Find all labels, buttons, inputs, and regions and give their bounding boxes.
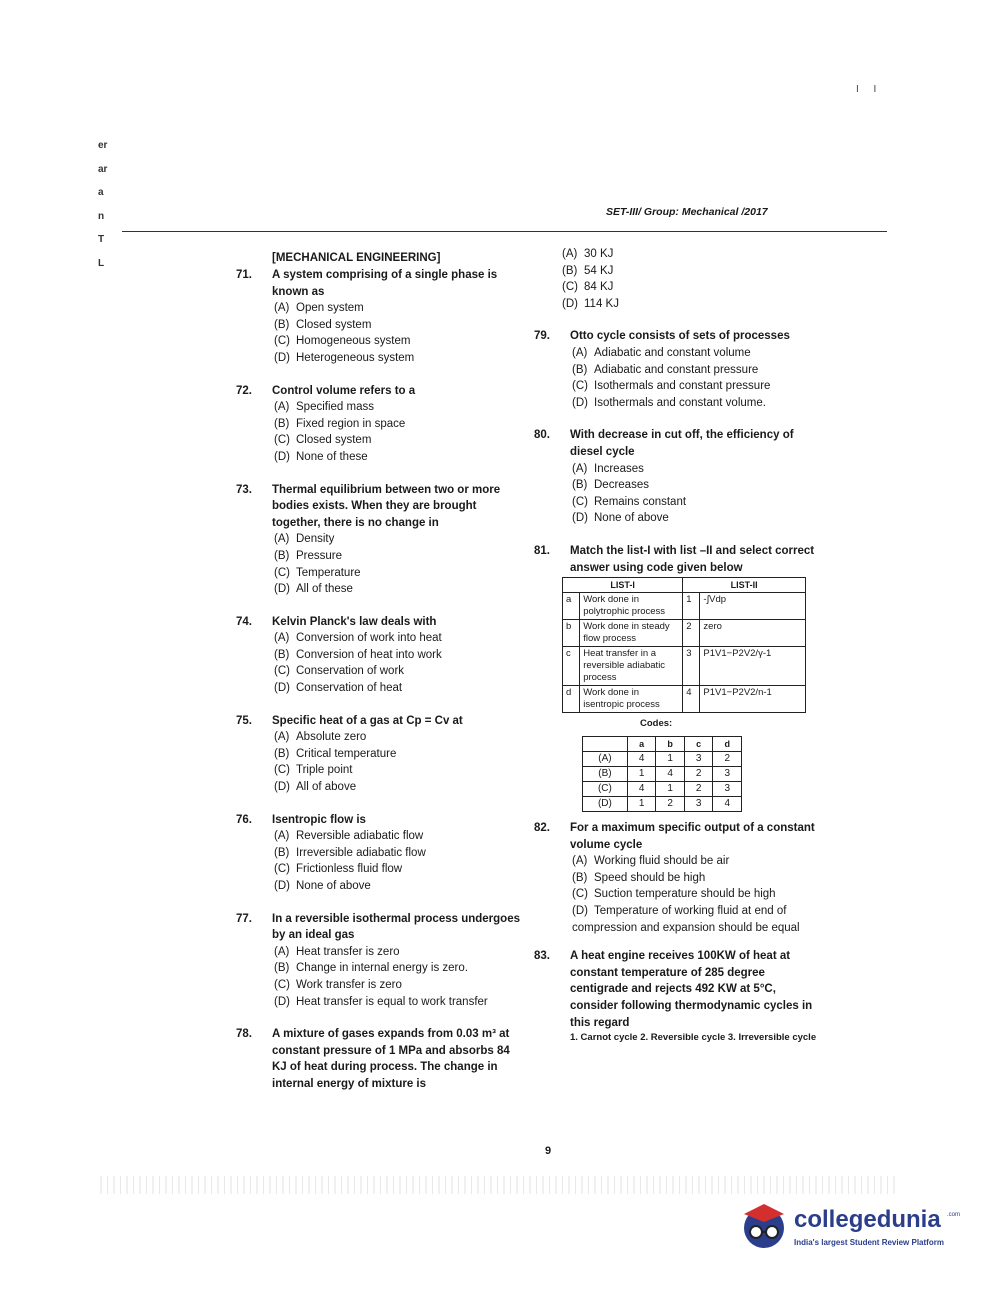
option-text: Speed should be high: [594, 871, 706, 884]
codes-cell: (A): [583, 752, 628, 767]
question-number: 77.: [236, 912, 252, 925]
codes-cell: (B): [583, 767, 628, 782]
option-row: [272, 333, 522, 350]
page-number: 9: [545, 1145, 552, 1157]
option-row: [570, 853, 820, 870]
margin-letter: ar: [98, 163, 108, 175]
option-text: Irreversible adiabatic flow: [296, 846, 426, 859]
option-row: [570, 477, 820, 494]
option-label: (B): [274, 846, 290, 859]
option-text: Closed system: [296, 434, 372, 447]
corner-marks: I I: [856, 84, 883, 95]
question-sub: 1. Carnot cycle 2. Reversible cycle 3. Irreversible cycle: [570, 1032, 817, 1044]
match-key: a: [563, 593, 580, 620]
margin-letter: T: [98, 234, 105, 245]
match-key: d: [563, 686, 580, 713]
option-text: Reversible adiabatic flow: [296, 830, 424, 843]
option-row: [272, 779, 522, 796]
question-78: [232, 1026, 522, 1092]
question-stem: Control volume refers to a: [272, 384, 416, 397]
option-text: Suction temperature should be high: [594, 888, 776, 901]
codes-title: Codes:: [640, 718, 673, 730]
option-text: 30 KJ: [584, 248, 614, 260]
option-text: Closed system: [296, 318, 372, 331]
codes-row: [583, 797, 742, 812]
option-label: (A): [572, 346, 588, 359]
option-label: (C): [274, 665, 290, 678]
question-stem: For a maximum specific output of a constant volume cycle: [570, 822, 815, 851]
option-text: None of above: [594, 512, 669, 525]
option-row: [562, 279, 820, 296]
spacer: [232, 796, 522, 812]
option-row: [272, 861, 522, 878]
question-number: 80.: [534, 429, 550, 442]
codes-cell: (D): [583, 797, 628, 812]
option-text: Conversion of heat into work: [296, 648, 442, 661]
question-number: 78.: [236, 1028, 252, 1041]
option-label: (D): [562, 297, 578, 310]
option-label: (A): [274, 302, 290, 315]
option-text: All of these: [296, 583, 353, 596]
option-text: Homogeneous system: [296, 335, 411, 348]
option-row: [272, 531, 522, 548]
option-row: [570, 903, 820, 936]
question-82: [530, 820, 820, 936]
option-row: [272, 399, 522, 416]
codes-cell: 2: [684, 782, 713, 797]
option-text: Remains constant: [594, 495, 687, 508]
option-label: (D): [274, 583, 290, 596]
option-text: Increases: [594, 462, 644, 475]
option-label: (D): [274, 351, 290, 364]
list2-header: LIST-II: [683, 578, 806, 593]
option-label: (C): [572, 888, 588, 901]
option-label: (D): [274, 781, 290, 794]
option-label: (A): [572, 462, 588, 475]
q78-options: [530, 246, 820, 312]
option-label: (C): [274, 335, 290, 348]
question-77: [232, 911, 522, 1011]
codes-cell: (C): [583, 782, 628, 797]
question-number: 74.: [236, 615, 252, 628]
match-value: P1V1−P2V2/γ-1: [700, 647, 806, 686]
question-75: [232, 713, 522, 796]
match-item: Heat transfer in a reversible adiabatic process: [580, 647, 683, 686]
option-label: (D): [274, 995, 290, 1008]
option-text: Absolute zero: [296, 731, 367, 744]
option-label: (A): [274, 533, 290, 546]
question-80: [530, 427, 820, 527]
option-row: [272, 944, 522, 961]
question-81: [530, 543, 820, 576]
option-label: (D): [572, 396, 588, 409]
option-text: Conservation of work: [296, 665, 405, 678]
option-text: 114 KJ: [584, 297, 619, 310]
option-row: [272, 845, 522, 862]
list1-header: LIST-I: [563, 578, 683, 593]
scan-noise: [100, 1176, 900, 1194]
question-stem: In a reversible isothermal process undergoes by an ideal gas: [272, 912, 520, 942]
codes-row: [583, 752, 742, 767]
option-row: [570, 494, 820, 511]
option-text: Heat transfer is equal to work transfer: [296, 995, 488, 1008]
option-text: Open system: [296, 302, 364, 315]
option-label: (B): [562, 264, 578, 277]
option-label: (B): [572, 363, 588, 376]
spacer: [232, 367, 522, 383]
option-label: (A): [572, 855, 588, 868]
codes-cell: 4: [627, 782, 656, 797]
match-row: [563, 593, 806, 620]
match-value: zero: [700, 620, 806, 647]
section-title: [MECHANICAL ENGINEERING]: [272, 252, 441, 264]
option-text: Temperature: [296, 566, 361, 579]
option-text: Isothermals and constant volume.: [594, 396, 766, 409]
logo-wordmark: collegedunia: [794, 1206, 941, 1233]
option-text: None of above: [296, 880, 371, 892]
spacer: [232, 1010, 522, 1026]
option-text: Critical temperature: [296, 747, 397, 760]
codes-cell: 3: [684, 752, 713, 767]
question-stem: A mixture of gases expands from 0.03 m³ at constant pressure of 1 MPa and absorbs 84 KJ of heat during process. The change in internal energy of mixture is: [272, 1028, 510, 1090]
question-number: 76.: [236, 813, 252, 826]
codes-cell: 4: [713, 797, 742, 812]
question-stem: Kelvin Planck's law deals with: [272, 615, 437, 628]
option-row: [562, 246, 820, 263]
option-row: [570, 378, 820, 395]
codes-cell: 1: [627, 797, 656, 812]
codes-cell: 1: [656, 752, 685, 767]
option-text: Heterogeneous system: [296, 351, 415, 364]
option-row: [272, 828, 522, 845]
match-value: P1V1−P2V2/n-1: [700, 686, 806, 713]
option-row: [272, 960, 522, 977]
option-row: [272, 581, 522, 598]
option-row: [272, 680, 522, 697]
option-label: (D): [274, 450, 290, 463]
mascot-icon: [736, 1200, 792, 1256]
option-label: (A): [274, 401, 290, 414]
option-row: [272, 878, 522, 895]
question-stem: Isentropic flow is: [272, 813, 366, 826]
margin-letter: er: [98, 140, 108, 151]
option-label: (C): [572, 495, 588, 508]
question-number: 79.: [534, 330, 550, 343]
option-row: [272, 416, 522, 433]
option-text: None of these: [296, 450, 368, 463]
option-text: Decreases: [594, 479, 649, 492]
codes-cell: 3: [713, 767, 742, 782]
option-label: (B): [572, 871, 588, 884]
option-row: [570, 870, 820, 887]
option-label: (C): [274, 978, 290, 991]
option-row: [272, 746, 522, 763]
option-label: (A): [274, 632, 290, 645]
match-item: Work done in steady flow process: [580, 620, 683, 647]
option-row: [272, 449, 522, 466]
option-label: (D): [274, 682, 290, 695]
option-text: Isothermals and constant pressure: [594, 380, 771, 393]
option-text: All of above: [296, 781, 357, 794]
option-label: (B): [274, 648, 290, 661]
option-text: 84 KJ: [584, 281, 614, 294]
spacer: [232, 895, 522, 911]
codes-cell: 3: [684, 797, 713, 812]
match-key: c: [563, 647, 580, 686]
match-row: [563, 686, 806, 713]
question-71: [232, 267, 522, 367]
option-text: Fixed region in space: [296, 417, 406, 430]
option-label: (B): [274, 747, 290, 760]
option-text: Working fluid should be air: [594, 855, 730, 868]
option-label: (C): [274, 566, 290, 579]
option-label: (C): [274, 434, 290, 447]
margin-letters: [98, 134, 107, 275]
option-label: (B): [274, 549, 290, 562]
question-number: 75.: [236, 714, 252, 727]
codes-row: [583, 782, 742, 797]
option-row: [272, 647, 522, 664]
match-num: 1: [683, 593, 700, 620]
margin-letter: n: [98, 210, 105, 222]
question-number: 82.: [534, 822, 550, 835]
right-question-list: [530, 328, 820, 543]
option-label: (B): [274, 417, 290, 430]
option-label: (A): [274, 830, 290, 843]
question-stem: A heat engine receives 100KW of heat at constant temperature of 285 degree centigrade and rejects 492 KW at 5°C, consider following thermodynamic cycles in this regard: [570, 950, 813, 1029]
option-row: [570, 461, 820, 478]
question-number: 71.: [236, 269, 252, 281]
option-row: [272, 729, 522, 746]
option-label: (B): [274, 962, 290, 975]
codes-header-cell: d: [713, 737, 742, 752]
left-question-list: [232, 267, 522, 1093]
right-column: [530, 246, 820, 1044]
question-76: [232, 812, 522, 895]
option-text: Conservation of heat: [296, 682, 403, 695]
option-row: [272, 300, 522, 317]
option-label: (B): [274, 318, 290, 331]
option-row: [570, 362, 820, 379]
question-74: [232, 614, 522, 697]
question-number: 83.: [534, 950, 550, 963]
option-text: Heat transfer is zero: [296, 945, 400, 958]
collegedunia-logo: [736, 1200, 966, 1258]
match-num: 4: [683, 686, 700, 713]
left-column: [232, 252, 522, 1093]
match-num: 3: [683, 647, 700, 686]
option-text: Pressure: [296, 549, 343, 562]
option-label: (A): [274, 731, 290, 744]
option-row: [272, 762, 522, 779]
page-header: SET-III/ Group: Mechanical /2017: [606, 206, 768, 218]
match-value: -∫Vdp: [700, 593, 806, 620]
option-text: Frictionless fluid flow: [296, 863, 403, 876]
logo-tagline: India's largest Student Review Platform: [794, 1238, 944, 1247]
option-label: (A): [562, 248, 578, 260]
codes-cell: 4: [656, 767, 685, 782]
question-number: 81.: [534, 544, 550, 557]
question-number: 73.: [236, 483, 252, 496]
option-row: [272, 350, 522, 367]
option-row: [570, 395, 820, 412]
option-row: [562, 263, 820, 280]
option-row: [272, 630, 522, 647]
option-row: [272, 994, 522, 1011]
option-text: Change in internal energy is zero.: [296, 962, 468, 975]
codes-cell: 2: [684, 767, 713, 782]
logo-suffix: .com: [947, 1212, 961, 1218]
option-row: [272, 432, 522, 449]
spacer: [530, 411, 820, 427]
question-stem: Thermal equilibrium between two or more bodies exists. When they are brought together, there is no change in: [272, 483, 501, 529]
question-stem: A system comprising of a single phase is known as: [272, 269, 498, 298]
question-83: [530, 948, 820, 1044]
question-stem: Otto cycle consists of sets of processes: [570, 330, 790, 343]
option-text: Adiabatic and constant volume: [594, 346, 751, 359]
option-label: (A): [274, 945, 290, 958]
option-row: [272, 663, 522, 680]
codes-header-cell: a: [627, 737, 656, 752]
option-row: [570, 510, 820, 527]
spacer: [232, 598, 522, 614]
option-label: (C): [274, 863, 290, 876]
option-row: [570, 345, 820, 362]
match-num: 2: [683, 620, 700, 647]
codes-header-cell: b: [656, 737, 685, 752]
option-label: (C): [274, 764, 290, 777]
match-key: b: [563, 620, 580, 647]
question-79: [530, 328, 820, 411]
question-stem: With decrease in cut off, the efficiency of diesel cycle: [570, 429, 794, 458]
option-label: (D): [572, 512, 588, 525]
match-item: Work done in isentropic process: [580, 686, 683, 713]
question-stem: Specific heat of a gas at Cp = Cv at: [272, 714, 463, 727]
match-table: [562, 577, 806, 713]
codes-cell: 1: [627, 767, 656, 782]
codes-header-cell: [583, 737, 628, 752]
codes-cell: 1: [656, 782, 685, 797]
question-73: [232, 482, 522, 598]
option-text: Conversion of work into heat: [296, 632, 442, 645]
option-text: Specified mass: [296, 401, 374, 414]
option-text: Temperature of working fluid at end of compression and expansion should be equal: [572, 905, 800, 934]
option-label: (C): [572, 380, 588, 393]
codes-cell: 2: [656, 797, 685, 812]
match-row: [563, 647, 806, 686]
option-label: (B): [572, 479, 588, 492]
option-text: Triple point: [296, 764, 353, 777]
match-item: Work done in polytrophic process: [580, 593, 683, 620]
codes-cell: 2: [713, 752, 742, 767]
codes-table: [582, 736, 742, 812]
margin-letter: a: [98, 187, 104, 198]
option-row: [272, 548, 522, 565]
codes-cell: 3: [713, 782, 742, 797]
option-label: (D): [572, 905, 588, 918]
option-text: Work transfer is zero: [296, 978, 402, 991]
spacer: [232, 697, 522, 713]
match-row: [563, 620, 806, 647]
margin-letter: L: [98, 257, 105, 269]
question-number: 72.: [236, 384, 252, 397]
header-rule: [122, 231, 887, 232]
question-stem: Match the list-I with list –II and select correct answer using code given below: [570, 544, 815, 574]
option-label: (D): [274, 880, 290, 892]
option-row: [272, 317, 522, 334]
option-row: [562, 296, 820, 313]
codes-cell: 4: [627, 752, 656, 767]
codes-row: [583, 767, 742, 782]
spacer: [530, 527, 820, 543]
option-text: Density: [296, 533, 335, 546]
option-row: [570, 886, 820, 903]
codes-header-cell: c: [684, 737, 713, 752]
option-text: Adiabatic and constant pressure: [594, 363, 759, 376]
option-label: (C): [562, 281, 578, 294]
spacer: [232, 466, 522, 482]
option-text: 54 KJ: [584, 264, 614, 277]
question-72: [232, 383, 522, 466]
option-row: [272, 977, 522, 994]
option-row: [272, 565, 522, 582]
